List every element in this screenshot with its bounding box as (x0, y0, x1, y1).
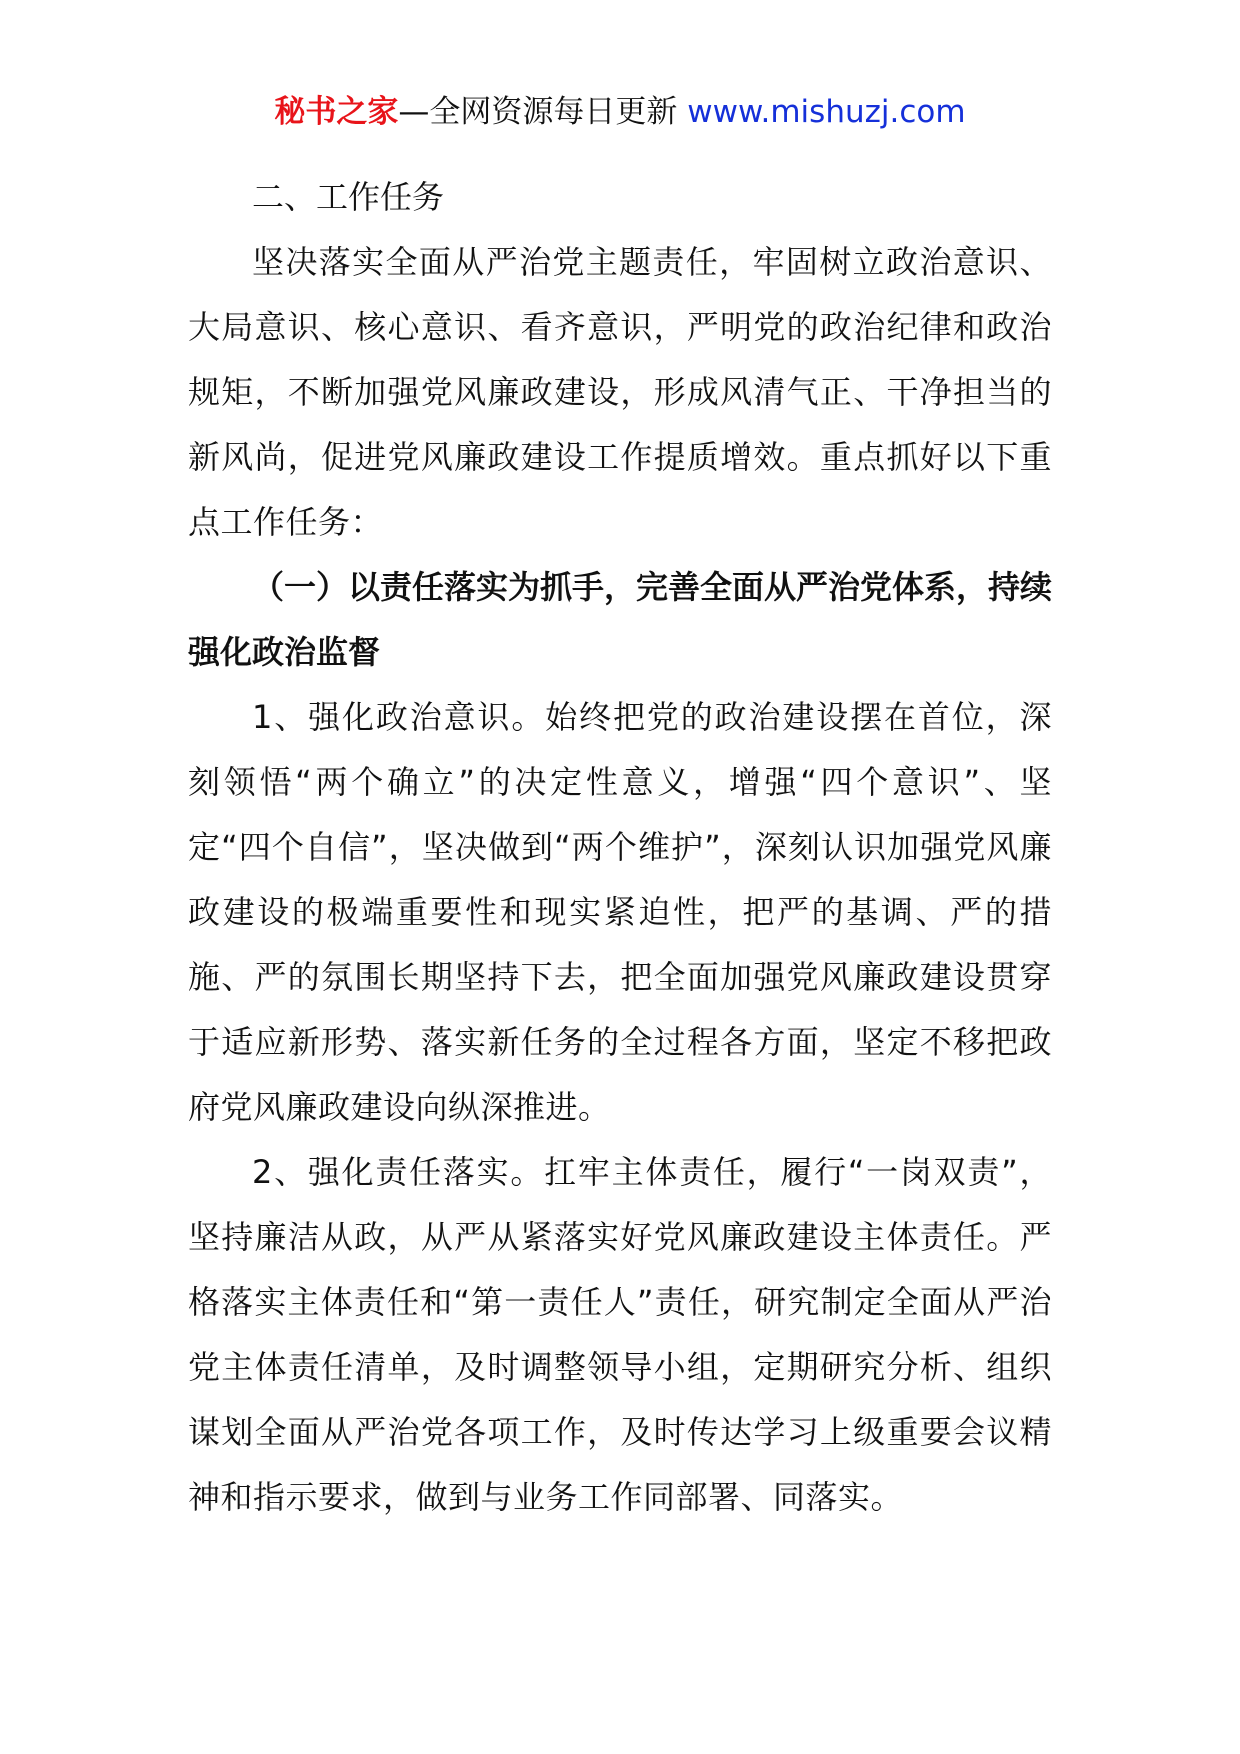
item-1-paragraph: 1、强化政治意识。始终把党的政治建设摆在首位，深刻领悟“两个确立”的决定性意义，增强“四个意识”、坚定“四个自信”，坚决做到“两个维护”，深刻认识加强党风廉政建设的极端重要性和现实紧迫性，把严的基调、严的措施、严的氛围长期坚持下去，把全面加强党风廉政建设贯穿于适应新形势、落实新任务的全过程各方面，坚定不移把政府党风廉政建设向纵深推进。 (188, 698, 1052, 1126)
site-tagline: —全网资源每日更新 (398, 94, 678, 130)
site-url-link[interactable]: www.mishuzj.com (687, 94, 966, 130)
site-header (0, 92, 1240, 132)
item-2-paragraph: 2、强化责任落实。扛牢主体责任，履行“一岗双责”，坚持廉洁从政，从严从紧落实好党风廉政建设主体责任。严格落实主体责任和“第一责任人”责任，研究制定全面从严治党主体责任清单，及时调整领导小组，定期研究分析、组织谋划全面从严治党各项工作，及时传达学习上级重要会议精神和指示要求，做到与业务工作同部署、同落实。 (188, 1153, 1052, 1516)
document-body (188, 165, 1052, 1530)
section-title: 二、工作任务 (252, 178, 445, 216)
subheading: （一）以责任落实为抓手，完善全面从严治党体系，持续强化政治监督 (188, 568, 1053, 671)
site-brand: 秘书之家 (274, 94, 399, 130)
intro-paragraph: 坚决落实全面从严治党主题责任，牢固树立政治意识、大局意识、核心意识、看齐意识，严明党的政治纪律和政治规矩，不断加强党风廉政建设，形成风清气正、干净担当的新风尚，促进党风廉政建设工作提质增效。重点抓好以下重点工作任务： (188, 243, 1052, 541)
